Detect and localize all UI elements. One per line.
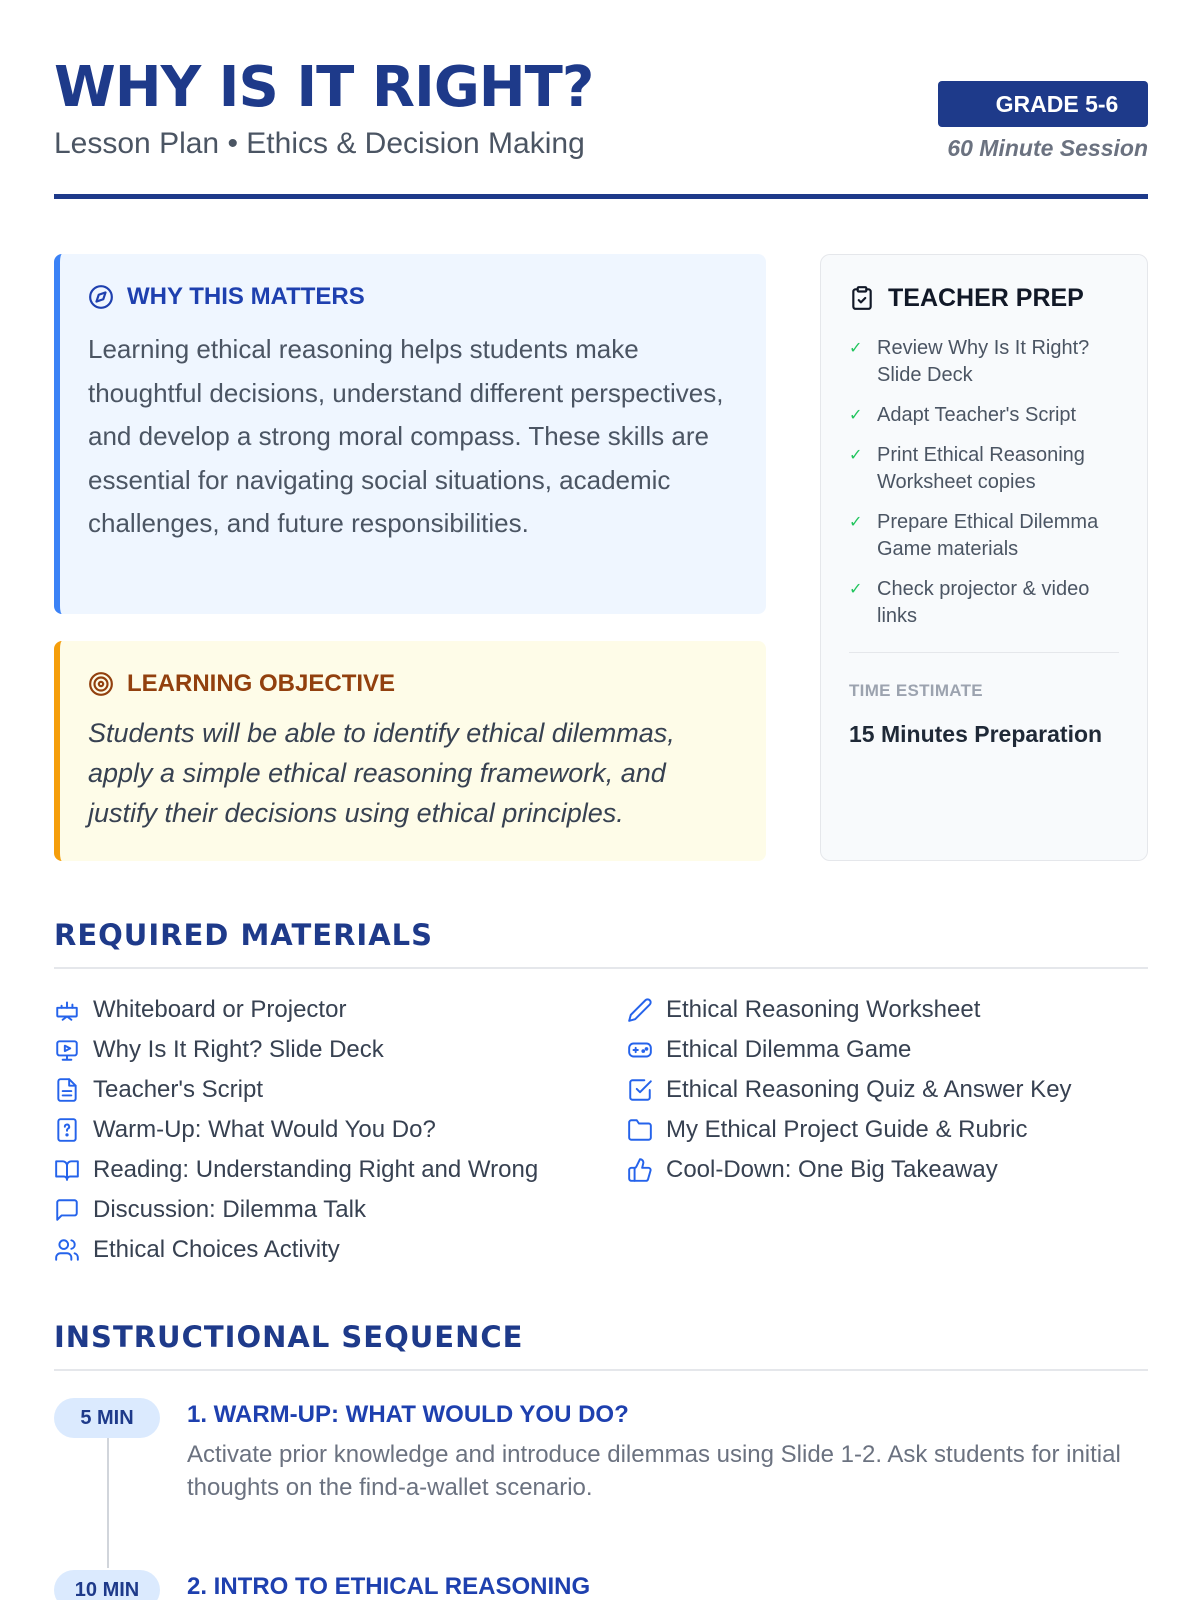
header xyxy=(54,0,1148,200)
learning-objective-title: LEARNING OBJECTIVE xyxy=(127,670,396,697)
material-label: Ethical Reasoning Quiz & Answer Key xyxy=(666,1076,1072,1103)
question-file-icon xyxy=(54,1117,80,1143)
why-this-matters-card xyxy=(54,254,766,614)
list-item xyxy=(849,442,1119,496)
lesson-plan-page xyxy=(54,0,1148,1600)
clipboard-check-icon xyxy=(849,285,875,311)
time-estimate-label: TIME ESTIMATE xyxy=(849,681,983,700)
book-open-icon xyxy=(54,1157,80,1183)
learning-objective-heading xyxy=(88,669,738,699)
list-item xyxy=(627,1030,1072,1070)
presentation-icon xyxy=(54,997,80,1023)
prep-item-label: Print Ethical Reasoning Worksheet copies xyxy=(877,444,1085,493)
grade-badge: GRADE 5-6 xyxy=(938,81,1148,127)
material-label: Warm-Up: What Would You Do? xyxy=(93,1116,436,1143)
prep-item-label: Review Why Is It Right? Slide Deck xyxy=(877,337,1090,386)
thumbs-up-icon xyxy=(627,1157,653,1183)
teacher-prep-list xyxy=(849,335,1119,630)
materials-column-right xyxy=(627,990,1072,1190)
document-icon xyxy=(54,1077,80,1103)
learning-objective-text: Students will be able to identify ethical dilemmas, apply a simple ethical reasoning framework, and justify their decisions using ethical principles. xyxy=(88,718,675,828)
list-item xyxy=(54,1110,538,1150)
list-item xyxy=(849,509,1119,563)
slides-icon xyxy=(54,1037,80,1063)
material-label: Ethical Reasoning Worksheet xyxy=(666,996,981,1023)
page-title: WHY IS IT RIGHT? xyxy=(54,55,594,120)
checkbox-icon xyxy=(627,1077,653,1103)
material-label: My Ethical Project Guide & Rubric xyxy=(666,1116,1028,1143)
material-label: Ethical Choices Activity xyxy=(93,1236,340,1263)
teacher-prep-title: TEACHER PREP xyxy=(888,284,1084,312)
prep-item-label: Adapt Teacher's Script xyxy=(877,404,1077,426)
target-icon xyxy=(88,671,114,697)
learning-objective-card xyxy=(54,641,766,861)
step-title: 1. WARM-UP: WHAT WOULD YOU DO? xyxy=(187,1401,629,1428)
list-item xyxy=(54,1230,538,1270)
material-label: Ethical Dilemma Game xyxy=(666,1036,912,1063)
why-this-matters-text: Learning ethical reasoning helps students make thoughtful decisions, understand different perspectives, and develop a strong moral compass. These skills are essential for navigating social situations, academic challenges, and future responsibilities. xyxy=(88,334,724,538)
list-item xyxy=(54,1190,538,1230)
materials-column-left xyxy=(54,990,538,1270)
check-icon: ✓ xyxy=(849,447,863,464)
check-icon: ✓ xyxy=(849,581,863,598)
prep-item-label: Check projector & video links xyxy=(877,578,1090,627)
users-icon xyxy=(54,1237,80,1263)
session-length: 60 Minute Session xyxy=(947,135,1148,161)
check-icon: ✓ xyxy=(849,514,863,531)
material-label: Cool-Down: One Big Takeaway xyxy=(666,1156,998,1183)
time-estimate-value: 15 Minutes Preparation xyxy=(849,721,1103,747)
material-label: Discussion: Dilemma Talk xyxy=(93,1196,366,1223)
prep-divider xyxy=(849,652,1119,653)
prep-item-label: Prepare Ethical Dilemma Game materials xyxy=(877,511,1099,560)
list-item xyxy=(627,1150,1072,1190)
material-label: Whiteboard or Projector xyxy=(93,996,347,1023)
list-item xyxy=(627,1070,1072,1110)
check-icon: ✓ xyxy=(849,407,863,424)
gamepad-icon xyxy=(627,1037,653,1063)
compass-icon xyxy=(88,284,114,310)
material-label: Reading: Understanding Right and Wrong xyxy=(93,1156,539,1183)
sequence-divider xyxy=(54,1369,1148,1371)
list-item xyxy=(54,1030,538,1070)
page-subtitle: Lesson Plan • Ethics & Decision Making xyxy=(54,127,585,160)
list-item xyxy=(54,1150,538,1190)
pencil-icon xyxy=(627,997,653,1023)
header-divider xyxy=(54,194,1148,199)
list-item xyxy=(627,1110,1072,1150)
instructional-sequence-heading: INSTRUCTIONAL SEQUENCE xyxy=(54,1320,524,1354)
step-title: 2. INTRO TO ETHICAL REASONING xyxy=(187,1573,591,1600)
why-this-matters-heading xyxy=(88,282,738,312)
material-label: Why Is It Right? Slide Deck xyxy=(93,1036,384,1063)
list-item xyxy=(849,335,1119,389)
check-icon: ✓ xyxy=(849,340,863,357)
why-this-matters-title: WHY THIS MATTERS xyxy=(127,283,365,310)
list-item xyxy=(849,576,1119,630)
material-label: Teacher's Script xyxy=(93,1076,263,1103)
required-materials-heading: REQUIRED MATERIALS xyxy=(54,918,434,952)
teacher-prep-heading xyxy=(849,283,1119,313)
list-item xyxy=(849,402,1119,429)
teacher-prep-card xyxy=(820,254,1148,861)
step-duration-badge: 5 MIN xyxy=(54,1398,160,1438)
materials-divider xyxy=(54,967,1148,969)
list-item xyxy=(627,990,1072,1030)
list-item xyxy=(54,1070,538,1110)
list-item xyxy=(54,990,538,1030)
chat-icon xyxy=(54,1197,80,1223)
folder-icon xyxy=(627,1117,653,1143)
timeline-connector xyxy=(107,1438,109,1568)
step-description: Activate prior knowledge and introduce dilemmas using Slide 1-2. Ask students for initial thoughts on the find-a-wallet scenario. xyxy=(187,1441,1121,1501)
step-duration-badge: 10 MIN xyxy=(54,1570,160,1600)
